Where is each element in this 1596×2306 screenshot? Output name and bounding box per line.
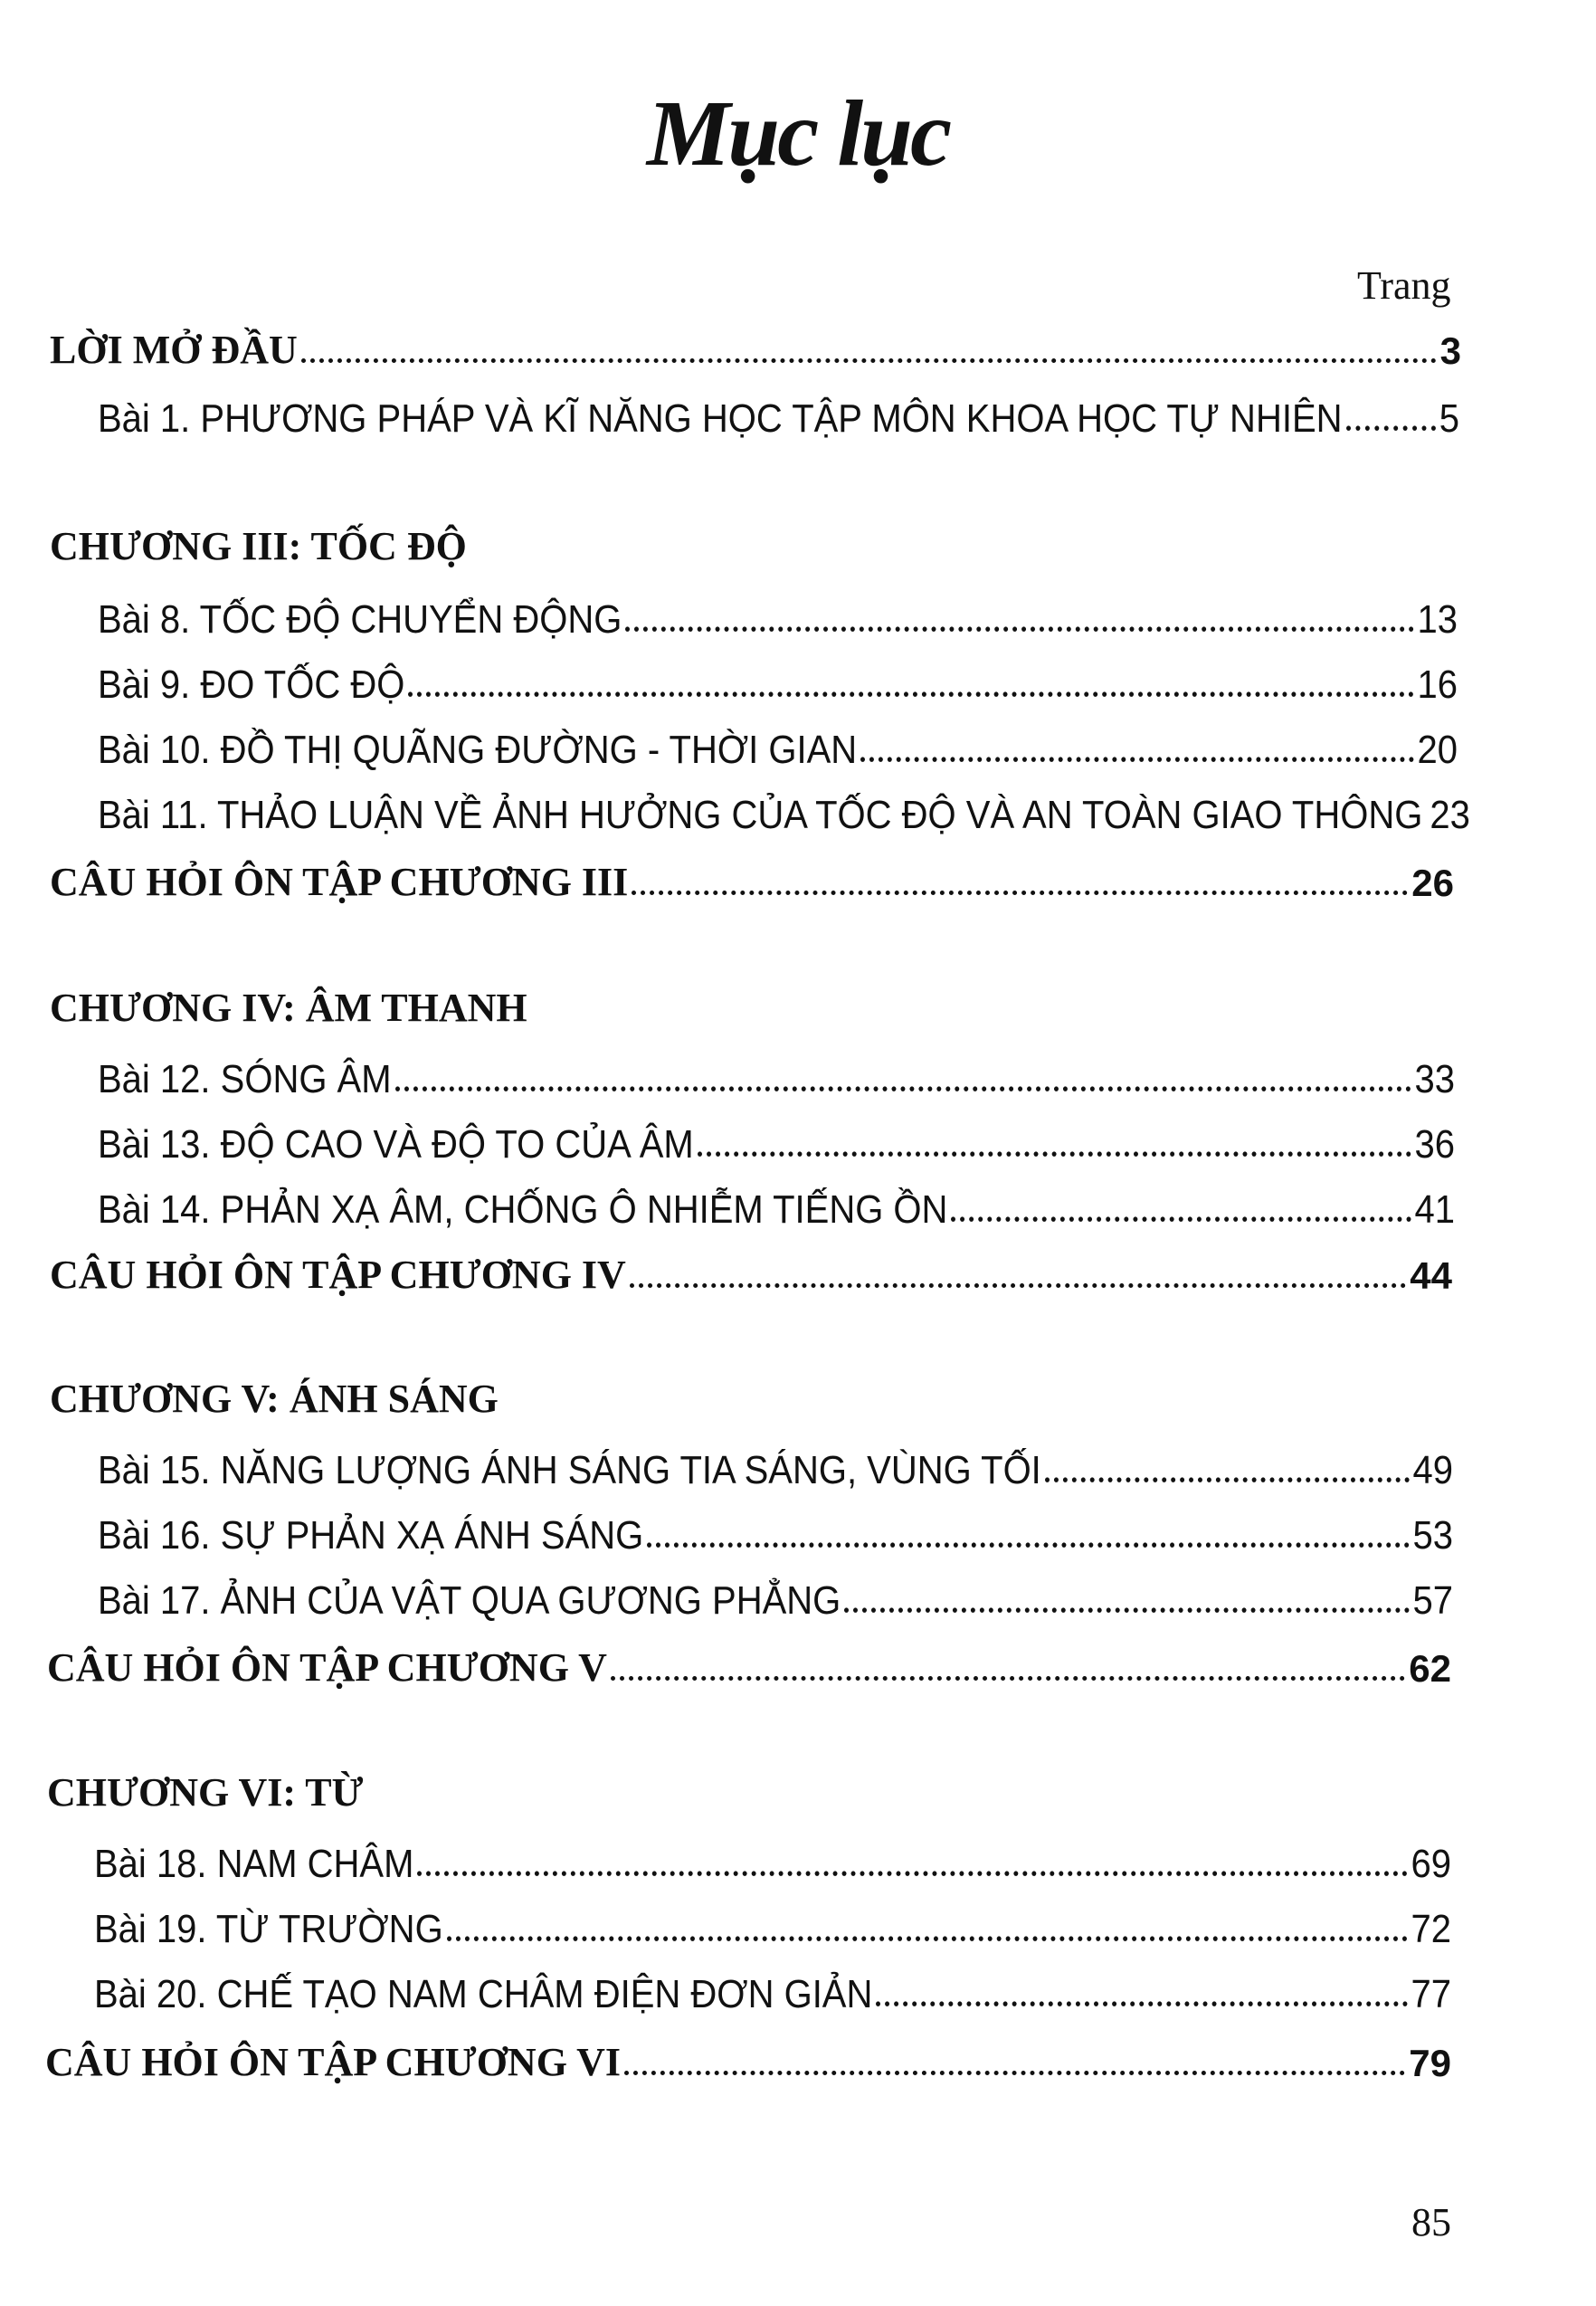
- page-number: 85: [1411, 2200, 1451, 2244]
- entry-page: 72: [1411, 1907, 1451, 1951]
- entry-title: Bài 18. NAM CHÂM: [94, 1842, 414, 1886]
- entry-page: 23: [1430, 793, 1470, 837]
- dot-leader: [844, 1607, 1409, 1613]
- entry-title: Bài 14. PHẢN XẠ ÂM, CHỐNG Ô NHIỄM TIẾNG ỒN: [98, 1187, 948, 1232]
- dot-leader: [301, 358, 1437, 363]
- entry-page: 5: [1439, 396, 1459, 441]
- toc-entry-intro[interactable]: [50, 319, 1461, 373]
- dot-leader: [1346, 425, 1436, 431]
- toc-entry-review-iii[interactable]: [50, 851, 1454, 905]
- dot-leader: [630, 1283, 1406, 1288]
- toc-entry-lesson-9[interactable]: [98, 648, 1458, 708]
- entry-page: 16: [1417, 662, 1458, 707]
- entry-title: Bài 16. SỰ PHẢN XẠ ÁNH SÁNG: [98, 1513, 644, 1558]
- entry-page: 41: [1414, 1187, 1455, 1232]
- entry-title: Bài 12. SÓNG ÂM: [98, 1057, 392, 1101]
- entry-page: 44: [1410, 1254, 1452, 1297]
- entry-page: 77: [1411, 1972, 1451, 2016]
- entry-title: LỜI MỞ ĐẦU: [50, 328, 298, 372]
- toc-entry-lesson-18[interactable]: [94, 1827, 1451, 1887]
- entry-title: CÂU HỎI ÔN TẬP CHƯƠNG III: [50, 860, 629, 904]
- dot-leader: [417, 1871, 1407, 1876]
- toc-entry-lesson-12[interactable]: [98, 1043, 1455, 1102]
- entry-title: Bài 19. TỪ TRƯỜNG: [94, 1907, 443, 1951]
- toc-entry-lesson-11[interactable]: [98, 778, 1470, 838]
- dot-leader: [632, 891, 1408, 895]
- dot-leader: [1045, 1477, 1410, 1482]
- entry-title: Bài 1. PHƯƠNG PHÁP VÀ KĨ NĂNG HỌC TẬP MÔN KHOA HỌC TỰ NHIÊN: [98, 396, 1343, 441]
- entry-page: 49: [1412, 1448, 1453, 1492]
- entry-title: Bài 15. NĂNG LƯỢNG ÁNH SÁNG TIA SÁNG, VÙNG TỐI: [98, 1448, 1041, 1492]
- toc-entry-lesson-19[interactable]: [94, 1892, 1451, 1952]
- toc-entry-review-v[interactable]: [47, 1636, 1451, 1691]
- chapter-heading-iii: CHƯƠNG III: TỐC ĐỘ: [50, 524, 467, 568]
- toc-entry-lesson-20[interactable]: [94, 1958, 1451, 2017]
- toc-entry-lesson-13[interactable]: [98, 1108, 1455, 1167]
- chapter-heading-vi: CHƯƠNG VI: TỪ: [47, 1770, 364, 1815]
- entry-page: 13: [1417, 597, 1458, 642]
- dot-leader: [698, 1151, 1411, 1157]
- entry-title: Bài 9. ĐO TỐC ĐỘ: [98, 662, 405, 707]
- entry-page: 69: [1411, 1842, 1451, 1886]
- entry-title: Bài 17. ẢNH CỦA VẬT QUA GƯƠNG PHẲNG: [98, 1578, 841, 1623]
- dot-leader: [860, 757, 1413, 762]
- entry-page: 3: [1439, 329, 1461, 372]
- entry-page: 57: [1412, 1578, 1453, 1623]
- toc-entry-review-iv[interactable]: [50, 1244, 1452, 1298]
- entry-title: CÂU HỎI ÔN TẬP CHƯƠNG VI: [45, 2040, 622, 2084]
- chapter-heading-iv: CHƯƠNG IV: ÂM THANH: [50, 986, 527, 1030]
- dot-leader: [624, 2071, 1405, 2075]
- toc-entry-lesson-1[interactable]: [98, 382, 1459, 442]
- toc-entry-lesson-10[interactable]: [98, 713, 1458, 773]
- toc-entry-lesson-16[interactable]: [98, 1499, 1453, 1558]
- entry-page: 62: [1409, 1647, 1451, 1690]
- entry-title: Bài 8. TỐC ĐỘ CHUYỂN ĐỘNG: [98, 597, 622, 642]
- chapter-heading-v: CHƯƠNG V: ÁNH SÁNG: [50, 1377, 499, 1421]
- dot-leader: [647, 1542, 1409, 1548]
- entry-page: 53: [1412, 1513, 1453, 1558]
- toc-entry-review-vi[interactable]: [45, 2031, 1451, 2085]
- page-title: Mục lục: [646, 81, 950, 186]
- toc-entry-lesson-14[interactable]: [98, 1173, 1455, 1233]
- entry-page: 79: [1409, 2042, 1451, 2084]
- entry-title: Bài 11. THẢO LUẬN VỀ ẢNH HƯỞNG CỦA TỐC ĐỘ VÀ AN TOÀN GIAO THÔNG: [98, 793, 1423, 837]
- entry-title: CÂU HỎI ÔN TẬP CHƯƠNG IV: [50, 1253, 626, 1297]
- toc-entry-lesson-8[interactable]: [98, 583, 1458, 643]
- entry-title: Bài 20. CHẾ TẠO NAM CHÂM ĐIỆN ĐƠN GIẢN: [94, 1972, 873, 2016]
- entry-title: Bài 13. ĐỘ CAO VÀ ĐỘ TO CỦA ÂM: [98, 1122, 694, 1167]
- entry-title: Bài 10. ĐỒ THỊ QUÃNG ĐƯỜNG - THỜI GIAN: [98, 728, 858, 772]
- toc-entry-lesson-17[interactable]: [98, 1564, 1453, 1624]
- entry-title: CÂU HỎI ÔN TẬP CHƯƠNG V: [47, 1645, 607, 1690]
- page-column-label: Trang: [1357, 263, 1451, 308]
- dot-leader: [876, 2001, 1407, 2006]
- dot-leader: [611, 1676, 1405, 1681]
- dot-leader: [408, 691, 1413, 697]
- dot-leader: [447, 1936, 1408, 1941]
- entry-page: 33: [1414, 1057, 1455, 1101]
- entry-page: 20: [1417, 728, 1458, 772]
- dot-leader: [625, 626, 1413, 632]
- dot-leader: [395, 1086, 1411, 1091]
- dot-leader: [951, 1216, 1411, 1222]
- entry-page: 26: [1411, 862, 1454, 904]
- entry-page: 36: [1414, 1122, 1455, 1167]
- toc-entry-lesson-15[interactable]: [98, 1434, 1453, 1493]
